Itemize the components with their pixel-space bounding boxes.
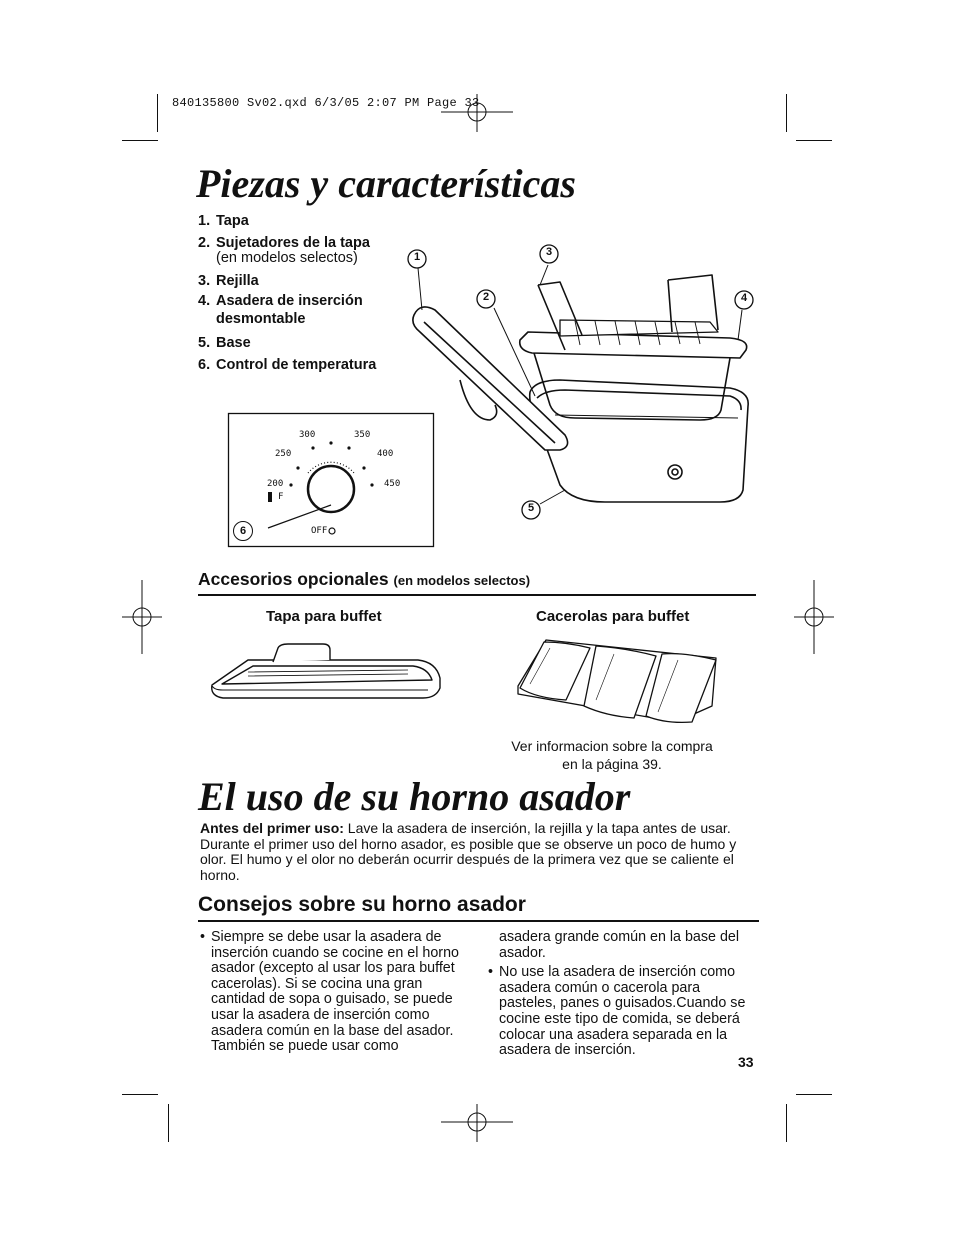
divider [198, 920, 759, 922]
dial-unit-label: F [278, 492, 284, 502]
list-item: 6. Control de temperatura [198, 357, 377, 373]
list-item: 1. Tapa [198, 213, 249, 229]
divider [198, 594, 756, 596]
roaster-oven-illustration [400, 240, 770, 530]
tips-column-2 [488, 930, 750, 1059]
list-item: • No use la asadera de inserción como asadera común o cacerola para pasteles, panes o guisados.Cuando se cocine este tipo de comida, se deberá colocar una asadera separada en la asadera de inserción. [488, 964, 746, 1059]
callout-2: 2 [482, 291, 490, 303]
callout-6: 6 [233, 521, 253, 541]
buffet-pans-illustration [516, 636, 720, 726]
section-title: El uso de su horno asador [198, 774, 631, 819]
intro-label: Antes del primer uso: [200, 820, 344, 836]
list-item-continued: asadera grande común en la base del asador. [499, 929, 740, 961]
dial-temp-250: 250 [275, 449, 292, 459]
dial-off-label: OFF [311, 526, 328, 536]
buffet-pans-label: Cacerolas para buffet [536, 608, 690, 625]
intro-paragraph [200, 821, 760, 883]
page-title: Piezas y características [196, 161, 576, 206]
list-item: 4. Asadera de inserción desmontable [198, 293, 363, 327]
callout-5: 5 [527, 502, 535, 514]
list-item: 3. Rejilla [198, 273, 259, 289]
dial-temp-350: 350 [354, 430, 371, 440]
accessories-heading: Accesorios opcionales (en modelos selectos) [198, 569, 531, 589]
list-item-note: (en modelos selectos) [216, 250, 358, 266]
list-item: 2. Sujetadores de la tapa [198, 235, 370, 251]
dial-temp-450: 450 [384, 479, 401, 489]
dial-temp-400: 400 [377, 449, 394, 459]
buffet-lid-illustration [208, 640, 448, 710]
parts-list [198, 210, 418, 376]
file-slug-line: 840135800 Sv02.qxd 6/3/05 2:07 PM Page 33 [172, 96, 480, 110]
intro-text: Lave la asadera de inserción, la rejilla y la tapa antes de usar. Durante el primer uso del horno asador, es posible que se observe un poco de humo y olor. El humo y el olor no deberán ocurrir después de la primera vez que se caliente el horno. [200, 820, 737, 883]
callout-4: 4 [740, 292, 748, 304]
dial-temp-200: 200 [267, 479, 284, 489]
list-item: 5. Base [198, 335, 251, 351]
callout-1: 1 [413, 251, 421, 263]
callout-3: 3 [545, 246, 553, 258]
tips-column-1 [200, 930, 462, 1055]
buffet-lid-label: Tapa para buffet [266, 608, 382, 625]
dial-temp-300: 300 [299, 430, 316, 440]
tips-heading: Consejos sobre su horno asador [198, 893, 526, 916]
page-number: 33 [738, 1054, 754, 1070]
list-item: • Siempre se debe usar la asadera de inserción cuando se cocine en el horno asador (excepto al usar los para buffet cacerolas). Si se cocina una gran cantidad de sopa o guisado, se puede usar la asadera de inserción como asadera común en la base del asador. También se puede usar como [200, 929, 459, 1055]
purchase-note: Ver informacion sobre la compra en la página 39. [511, 738, 713, 772]
